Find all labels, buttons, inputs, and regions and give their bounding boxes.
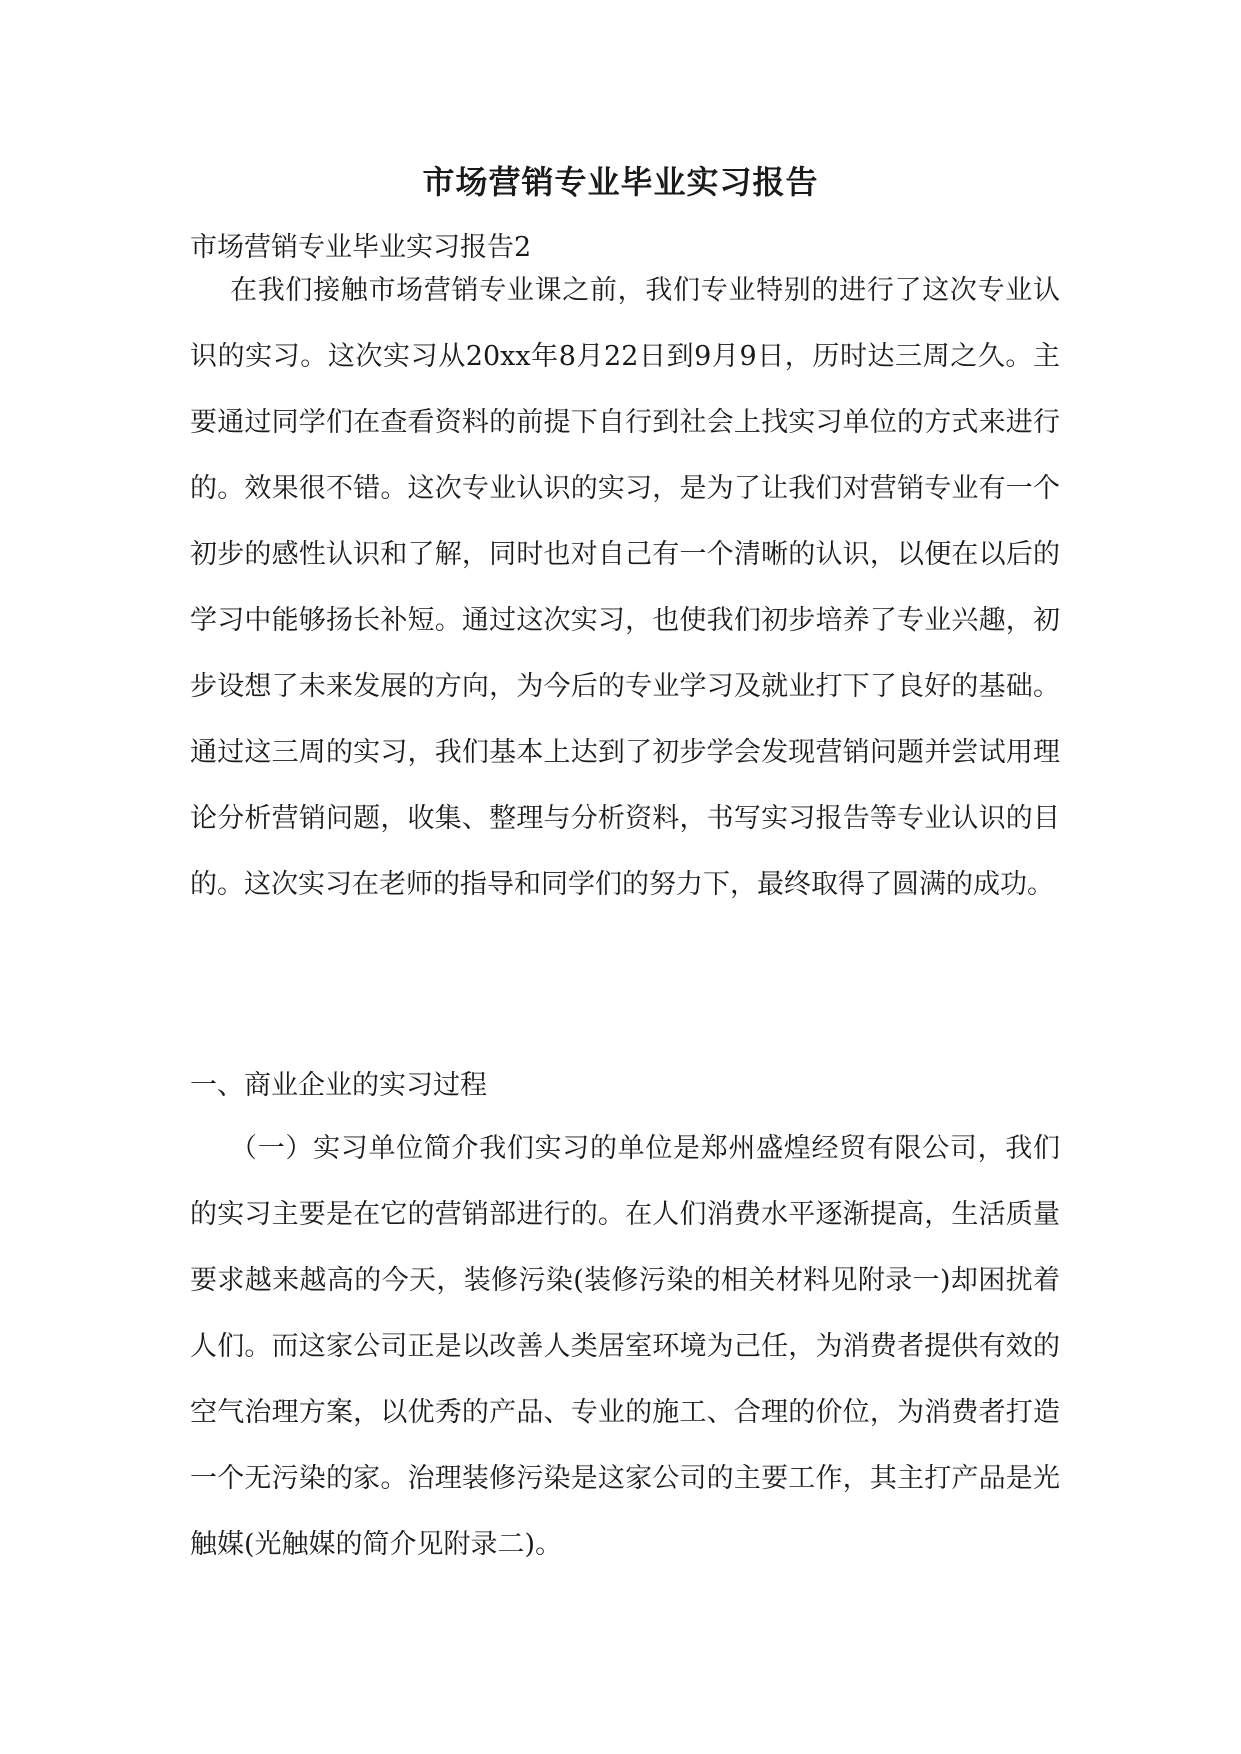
body-paragraph-company: （一）实习单位简介我们实习的单位是郑州盛煌经贸有限公司，我们的实习主要是在它的营销部进行的。在人们消费水平逐渐提高，生活质量要求越来越高的今天，装修污染(装修污染的相关材料见附录一)却困扰着人们。而这家公司正是以改善人类居室环境为己任，为消费者提供有效的空气治理方案，以优秀的产品、专业的施工、合理的价位，为消费者打造一个无污染的家。治理装修污染是这家公司的主要工作，其主打产品是光触媒(光触媒的简介见附录二)。 [190,1133,1060,1560]
document-title: 市场营销专业毕业实习报告 [422,163,819,201]
section-heading: 一、商业企业的实习过程 [190,1070,487,1101]
body-paragraph-intro: 在我们接触市场营销专业课之前，我们专业特别的进行了这次专业认识的实习。这次实习从20xx年8月22日到9月9日，历时达三周之久。主要通过同学们在查看资料的前提下自行到社会上找实习单位的方式来进行的。效果很不错。这次专业认识的实习，是为了让我们对营销专业有一个初步的感性认识和了解，同时也对自己有一个清晰的认识，以便在以后的学习中能够扬长补短。通过这次实习，也使我们初步培养了专业兴趣，初步设想了未来发展的方向，为今后的专业学习及就业打下了良好的基础。通过这三周的实习，我们基本上达到了初步学会发现营销问题并尝试用理论分析营销问题，收集、整理与分析资料，书写实习报告等专业认识的目的。这次实习在老师的指导和同学们的努力下，最终取得了圆满的成功。 [190,275,1060,900]
document-subtitle: 市场营销专业毕业实习报告2 [190,232,532,263]
